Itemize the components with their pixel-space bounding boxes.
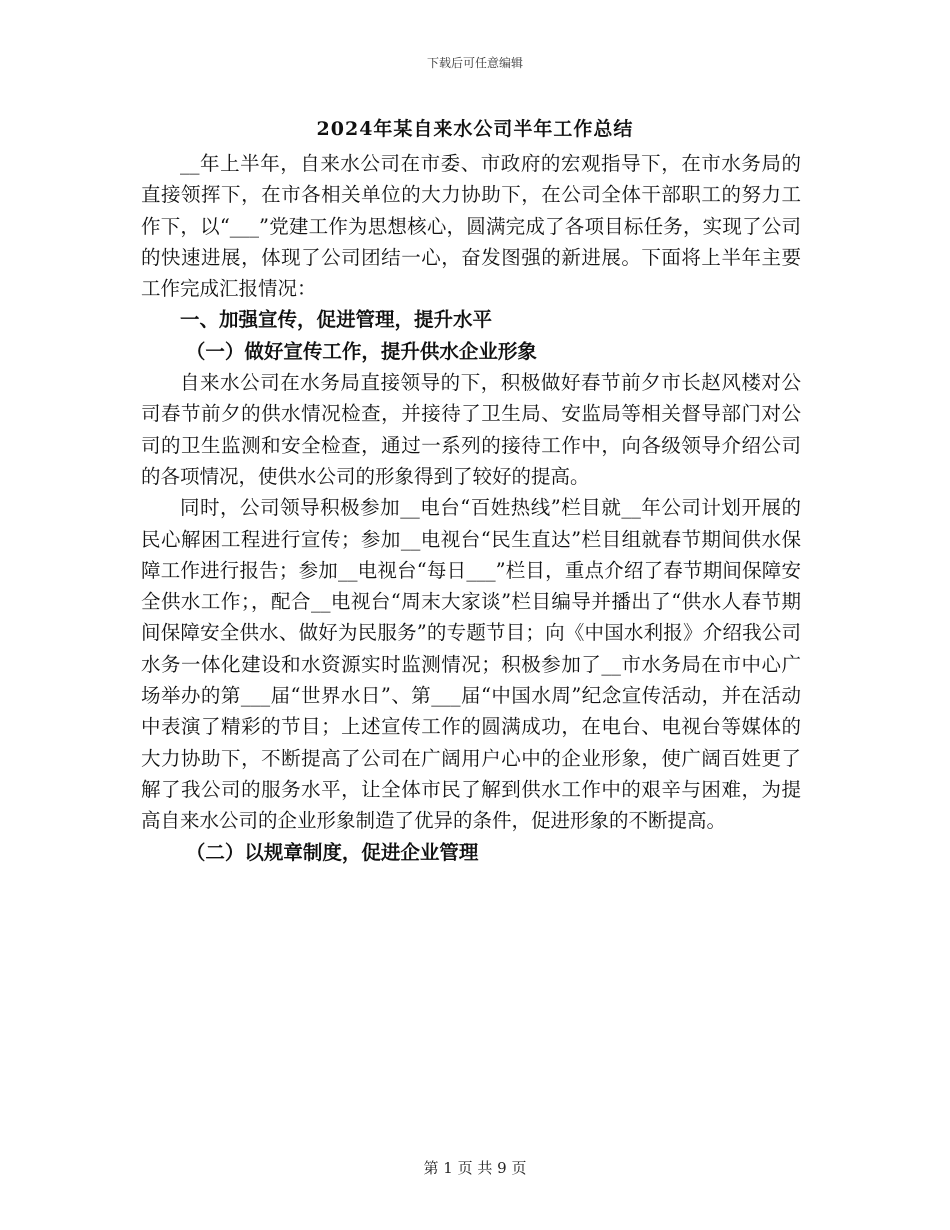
document-title: 2024年某自来水公司半年工作总结 [316, 118, 634, 140]
page-header-note: 下载后可任意编辑 [426, 56, 523, 70]
body-paragraph: 自来水公司在水务局直接领导的下，积极做好春节前夕市长赵风楼对公司春节前夕的供水情况检查，并接待了卫生局、安监局等相关督导部门对公司的卫生监测和安全检查，通过一系列的接待工作中，向各级领导介绍公司的各项情况，使供水公司的形象得到了较好的提高。 [141, 371, 801, 488]
page-footer: 第 1 页 共 9 页 [423, 1159, 527, 1177]
document-body [141, 148, 801, 868]
intro-paragraph: __年上半年，自来水公司在市委、市政府的宏观指导下，在市水务局的直接领挥下，在市各相关单位的大力协助下，在公司全体干部职工的努力工作下，以“___”党建工作为思想核心，圆满完成了各项目标任务，实现了公司的快速进展，体现了公司团结一心，奋发图强的新进展。下面将上半年主要工作完成汇报情况： [141, 152, 801, 301]
body-paragraph: 同时，公司领导积极参加__电台“百姓热线”栏目就__年公司计划开展的民心解困工程进行宣传；参加__电视台“民生直达”栏目组就春节期间供水保障工作进行报告；参加__电视台“每日___”栏目，重点介绍了春节期间保障安全供水工作；，配合__电视台“周末大家谈”栏目编导并播出了“供水人春节期间保障安全供水、做好为民服务”的专题节目；向《中国水利报》介绍我公司水务一体化建设和水资源实时监测情况；积极参加了__市水务局在市中心广场举办的第___届“世界水日”、第___届“中国水周”纪念宣传活动，并在活动中表演了精彩的节目；上述宣传工作的圆满成功，在电台、电视台等媒体的大力协助下，不断提高了公司在广阔用户心中的企业形象，使广阔百姓更了解了我公司的服务水平，让全体市民了解到供水工作中的艰辛与困难，为提高自来水公司的企业形象制造了优异的条件，促进形象的不断提高。 [141, 496, 801, 833]
section-heading-1: 一、加强宣传，促进管理，提升水平 [180, 308, 493, 332]
subsection-heading-2: （二）以规章制度，促进企业管理 [185, 840, 479, 864]
subsection-heading-1: （一）做好宣传工作，提升供水企业形象 [185, 339, 537, 363]
